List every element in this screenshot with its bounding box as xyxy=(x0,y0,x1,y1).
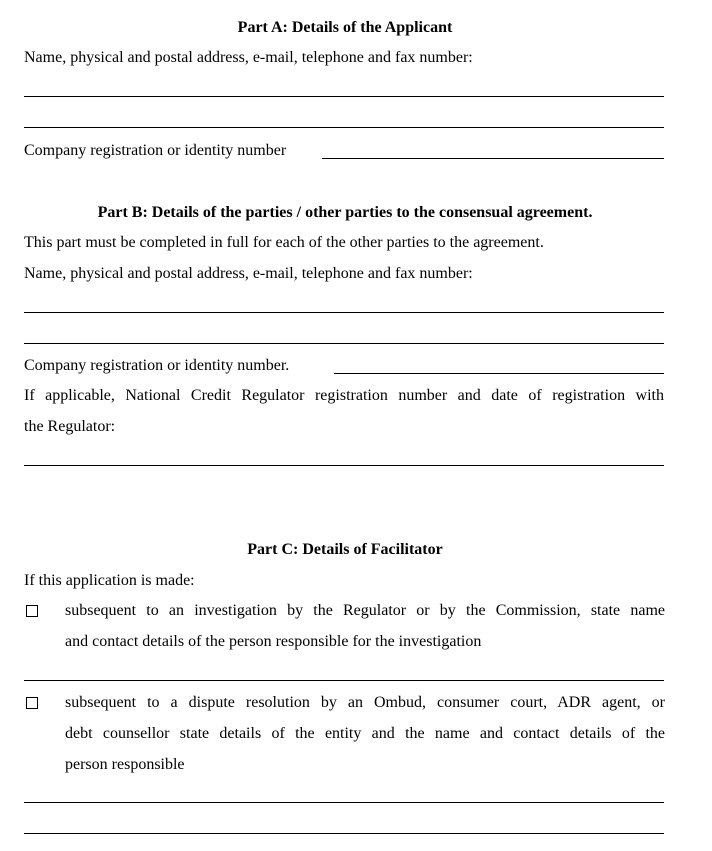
part-b-registration-label: Company registration or identity number. xyxy=(24,357,290,374)
part-c-intro: If this application is made: xyxy=(24,572,195,589)
option-1-line-2: and contact details of the person responsible for the investigation xyxy=(65,633,482,650)
part-a-heading: Part A: Details of the Applicant xyxy=(237,19,453,36)
part-b-instruction: This part must be completed in full for each of the other parties to the agreement. xyxy=(24,234,544,251)
part-a-contact-label: Name, physical and postal address, e-mail, telephone and fax number: xyxy=(24,49,473,66)
dispute-resolution-checkbox[interactable] xyxy=(26,697,38,709)
investigation-checkbox[interactable] xyxy=(26,605,38,617)
option-2-line-3: person responsible xyxy=(65,756,185,773)
part-b-contact-line-2[interactable] xyxy=(24,343,664,344)
part-a-registration-line[interactable] xyxy=(322,158,664,159)
part-b-ncr-line[interactable] xyxy=(24,465,664,466)
option-2-answer-line-2[interactable] xyxy=(24,833,664,834)
part-b-registration-line[interactable] xyxy=(334,373,664,374)
part-b-ncr-label-line-1: If applicable, National Credit Regulator registration number and date of registration with xyxy=(24,387,664,404)
part-c-heading: Part C: Details of Facilitator xyxy=(247,541,443,558)
part-b-contact-line-1[interactable] xyxy=(24,312,664,313)
part-b-contact-label: Name, physical and postal address, e-mail, telephone and fax number: xyxy=(24,265,473,282)
option-1-answer-line[interactable] xyxy=(24,680,664,681)
part-a-contact-line-2[interactable] xyxy=(24,127,664,128)
part-a-contact-line-1[interactable] xyxy=(24,96,664,97)
option-2-answer-line-1[interactable] xyxy=(24,802,664,803)
option-2-line-1: subsequent to a dispute resolution by an Ombud, consumer court, ADR agent, or xyxy=(65,694,665,711)
option-2-line-2: debt counsellor state details of the entity and the name and contact details of the xyxy=(65,725,665,742)
part-b-ncr-label-line-2: the Regulator: xyxy=(24,418,116,435)
option-1-line-1: subsequent to an investigation by the Regulator or by the Commission, state name xyxy=(65,602,665,619)
part-b-heading: Part B: Details of the parties / other parties to the consensual agreement. xyxy=(97,204,593,221)
part-a-registration-label: Company registration or identity number xyxy=(24,142,287,159)
